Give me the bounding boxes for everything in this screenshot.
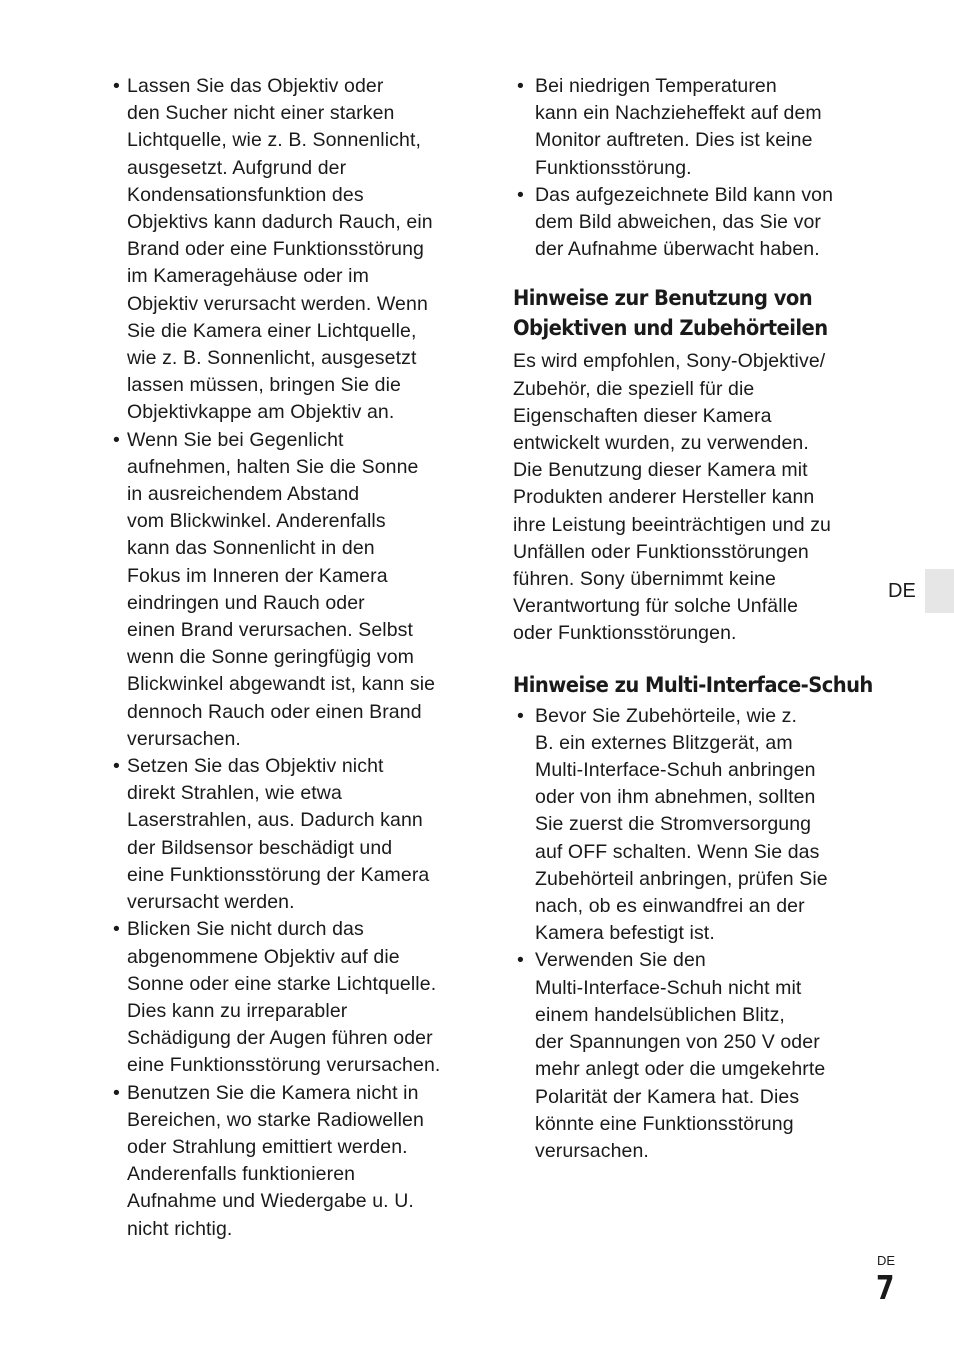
body-text-line: Produkten anderer Hersteller kann <box>513 486 815 509</box>
bullet-text-line: den Sucher nicht einer starken <box>127 102 395 125</box>
bullet-text-line: Bei niedrigen Temperaturen <box>535 75 777 97</box>
bullet-item <box>517 703 878 948</box>
bullet-text-line: abgenommene Objektiv auf die <box>127 945 400 968</box>
bullet-text-line: Kamera befestigt ist. <box>535 922 715 945</box>
bullet-text-line: Sonne oder eine starke Lichtquelle. <box>127 972 437 995</box>
bullet-text-line: dennoch Rauch oder einen Brand <box>127 700 422 723</box>
body-text-line: Eigenschaften dieser Kamera <box>513 404 772 427</box>
bullet-marker: • <box>517 704 524 727</box>
section-lenses <box>513 283 878 647</box>
bullet-text-line: Lichtquelle, wie z. B. Sonnenlicht, <box>127 129 422 152</box>
bullet-text-line: nach, ob es einwandfrei an der <box>535 895 805 918</box>
bullet-text-line: Schädigung der Augen führen oder <box>127 1027 433 1050</box>
bullet-text-line: verursachen. <box>535 1139 649 1162</box>
bullet-text-line: Sie zuerst die Stromversorgung <box>535 813 812 836</box>
bullet-text-line: Lassen Sie das Objektiv oder <box>127 75 384 97</box>
body-text-line: ihre Leistung beeinträchtigen und zu <box>513 513 831 536</box>
bullet-text-line: Anderenfalls funktionieren <box>127 1163 356 1186</box>
bullet-text-line: auf OFF schalten. Wenn Sie das <box>535 840 820 863</box>
bullet-text-line: Polarität der Kamera hat. Dies <box>535 1085 800 1108</box>
bullet-text-line: oder Strahlung emittiert werden. <box>127 1135 408 1158</box>
bullet-text-line: wie z. B. Sonnenlicht, ausgesetzt <box>127 347 417 370</box>
bullet-text-line: Bereichen, wo starke Radiowellen <box>127 1108 424 1131</box>
bullet-marker: • <box>113 755 120 778</box>
bullet-text-line: verursachen. <box>127 727 241 750</box>
shoe-bullet-list <box>513 703 878 1165</box>
body-text-line: Zubehör, die speziell für die <box>513 377 755 400</box>
bullet-text-line: ausgesetzt. Aufgrund der <box>127 156 347 179</box>
body-text-line: Unfällen oder Funktionsstörungen <box>513 540 809 563</box>
bullet-text-line: in ausreichendem Abstand <box>127 483 360 506</box>
bullet-text-line: der Aufnahme überwacht haben. <box>535 238 820 261</box>
right-bullet-list <box>513 73 878 263</box>
heading-line: Objektiven und Zubehörteilen <box>513 316 828 341</box>
bullet-text-line: könnte eine Funktionsstörung <box>535 1112 794 1135</box>
bullet-text-line: Zubehörteil anbringen, prüfen Sie <box>535 867 828 890</box>
bullet-text-line: mehr anlegt oder die umgekehrte <box>535 1058 826 1081</box>
bullet-text-line: lassen müssen, bringen Sie die <box>127 374 401 397</box>
bullet-text-line: Brand oder eine Funktionsstörung <box>127 238 424 261</box>
bullet-text-line: dem Bild abweichen, das Sie vor <box>535 211 822 234</box>
page-number: 7 <box>876 1268 895 1307</box>
bullet-text-line: wenn die Sonne geringfügig vom <box>127 646 415 669</box>
bullet-text-line: kann das Sonnenlicht in den <box>127 537 375 560</box>
bullet-item <box>113 73 478 427</box>
bullet-text-line: aufnehmen, halten Sie die Sonne <box>127 455 419 478</box>
bullet-text-line: im Kameragehäuse oder im <box>127 265 369 288</box>
bullet-marker: • <box>517 949 524 972</box>
bullet-text-line: eine Funktionsstörung verursachen. <box>127 1054 441 1077</box>
bullet-text-line: Setzen Sie das Objektiv nicht <box>127 755 384 778</box>
body-text-line: entwickelt wurden, zu verwenden. <box>513 432 809 455</box>
bullet-text-line: Monitor auftreten. Dies ist keine <box>535 129 813 152</box>
section-shoe <box>513 670 878 1165</box>
bullet-text-line: einem handelsüblichen Blitz, <box>535 1003 785 1026</box>
bullet-item <box>517 947 878 1165</box>
bullet-text-line: Blickwinkel abgewandt ist, kann sie <box>127 673 436 696</box>
bullet-marker: • <box>113 1081 120 1104</box>
bullet-text-line: nicht richtig. <box>127 1217 233 1240</box>
bullet-text-line: vom Blickwinkel. Anderenfalls <box>127 510 386 533</box>
bullet-text-line: Das aufgezeichnete Bild kann von <box>535 183 834 206</box>
bullet-text-line: Objektiv verursacht werden. Wenn <box>127 292 428 315</box>
bullet-marker: • <box>113 428 120 451</box>
bullet-text-line: Verwenden Sie den <box>535 949 706 972</box>
bullet-text-line: Aufnahme und Wiedergabe u. U. <box>127 1190 414 1213</box>
bullet-text-line: eindringen und Rauch oder <box>127 591 365 614</box>
heading-line: Hinweise zur Benutzung von <box>513 286 813 311</box>
bullet-text-line: der Bildsensor beschädigt und <box>127 836 393 859</box>
bullet-item <box>113 916 478 1079</box>
bullet-item <box>113 1080 478 1243</box>
bullet-item <box>517 182 878 264</box>
section-lenses-heading <box>513 283 852 343</box>
section-lenses-body <box>513 348 878 647</box>
body-text-line: Es wird empfohlen, Sony-Objektive/ <box>513 350 826 373</box>
bullet-text-line: Funktionsstörung. <box>535 156 692 179</box>
bullet-text-line: Kondensationsfunktion des <box>127 183 364 206</box>
right-column <box>513 73 878 1165</box>
bullet-text-line: Objektivkappe am Objektiv an. <box>127 401 395 424</box>
bullet-text-line: Benutzen Sie die Kamera nicht in <box>127 1081 419 1104</box>
bullet-text-line: Fokus im Inneren der Kamera <box>127 564 388 587</box>
bullet-marker: • <box>113 918 120 941</box>
bullet-text-line: Dies kann zu irreparabler <box>127 999 348 1022</box>
language-side-tab <box>925 569 954 613</box>
section-shoe-heading: Hinweise zu Multi-Interface-Schuh <box>513 672 873 697</box>
bullet-marker: • <box>113 75 120 97</box>
bullet-text-line: Laserstrahlen, aus. Dadurch kann <box>127 809 423 832</box>
left-column <box>113 73 478 1243</box>
bullet-marker: • <box>517 75 524 97</box>
bullet-text-line: Sie die Kamera einer Lichtquelle, <box>127 319 417 342</box>
bullet-text-line: Multi-Interface-Schuh anbringen <box>535 759 816 782</box>
bullet-text-line: Bevor Sie Zubehörteile, wie z. <box>535 704 798 727</box>
bullet-text-line: einen Brand verursachen. Selbst <box>127 619 414 642</box>
bullet-text-line: oder von ihm abnehmen, sollten <box>535 786 816 809</box>
bullet-item <box>113 753 478 916</box>
language-side-label: DE <box>888 580 916 602</box>
bullet-marker: • <box>517 183 524 206</box>
bullet-text-line: Multi-Interface-Schuh nicht mit <box>535 976 802 999</box>
body-text-line: Verantwortung für solche Unfälle <box>513 595 799 618</box>
footer-language: DE <box>877 1253 896 1268</box>
bullet-text-line: verursacht werden. <box>127 891 295 914</box>
bullet-item <box>517 73 878 182</box>
bullet-text-line: Objektivs kann dadurch Rauch, ein <box>127 211 433 234</box>
bullet-text-line: B. ein externes Blitzgerät, am <box>535 731 793 754</box>
bullet-text-line: kann ein Nachzieheffekt auf dem <box>535 102 822 125</box>
body-text-line: oder Funktionsstörungen. <box>513 622 737 645</box>
bullet-item <box>113 427 478 753</box>
bullet-text-line: der Spannungen von 250 V oder <box>535 1031 820 1054</box>
bullet-text-line: eine Funktionsstörung der Kamera <box>127 863 430 886</box>
bullet-text-line: Blicken Sie nicht durch das <box>127 918 364 941</box>
body-text-line: Die Benutzung dieser Kamera mit <box>513 459 808 482</box>
bullet-text-line: direkt Strahlen, wie etwa <box>127 782 342 805</box>
bullet-text-line: Wenn Sie bei Gegenlicht <box>127 428 344 451</box>
body-text-line: führen. Sony übernimmt keine <box>513 568 776 591</box>
